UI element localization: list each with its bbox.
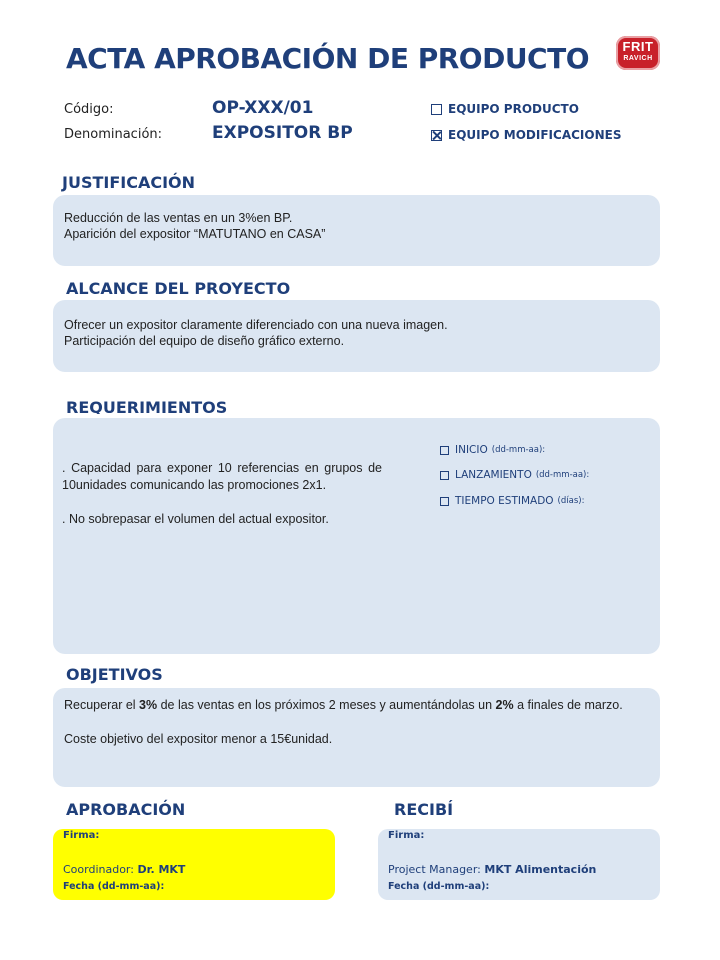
requerimiento-capacidad: . Capacidad para exponer 10 referencias en grupos de 10unidades comunicando las promociones 2x1. — [62, 461, 382, 492]
name-label: Denominación: — [64, 127, 163, 142]
aprobacion-heading: APROBACIÓN — [66, 800, 186, 819]
checkbox-icon — [431, 104, 442, 115]
objetivo-text: Recuperar el — [64, 698, 140, 712]
tiempo-estimado-checkbox[interactable] — [440, 495, 584, 507]
code-label: Código: — [64, 102, 114, 117]
requerimientos-panel — [53, 418, 660, 654]
recibi-fecha-label: Fecha (dd-mm-aa): — [388, 881, 490, 892]
objetivos-panel — [53, 688, 660, 787]
recibi-heading: RECIBÍ — [394, 800, 454, 819]
team-producto-label: EQUIPO PRODUCTO — [448, 102, 579, 116]
logo-line1: FRIT — [622, 39, 654, 54]
aprobacion-firma-label: Firma: — [63, 830, 100, 841]
lanzamiento-format: (dd-mm-aa): — [535, 470, 590, 480]
tiempo-estimado-label: TIEMPO ESTIMADO — [455, 495, 554, 507]
frit-ravich-logo — [616, 36, 660, 70]
aprobacion-role-value: Dr. MKT — [137, 863, 186, 876]
objetivo-pct-3: 3% — [139, 698, 158, 712]
justificacion-line: Aparición del expositor “MATUTANO en CASA” — [64, 227, 326, 241]
logo-line2: RAVICH — [623, 55, 653, 62]
objetivo-coste: Coste objetivo del expositor menor a 15€unidad. — [64, 732, 333, 746]
recibi-signature-box[interactable] — [378, 829, 660, 900]
page-title: ACTA APROBACIÓN DE PRODUCTO — [66, 42, 590, 75]
objetivo-text: de las ventas en los próximos 2 meses y aumentándolas un — [157, 698, 496, 712]
inicio-format: (dd-mm-aa): — [491, 445, 546, 455]
lanzamiento-label: LANZAMIENTO — [455, 469, 532, 481]
checkbox-icon — [440, 471, 449, 480]
lanzamiento-checkbox[interactable] — [440, 469, 589, 481]
justificacion-heading: JUSTIFICACIÓN — [62, 173, 196, 192]
recibi-firma-label: Firma: — [388, 830, 425, 841]
recibi-role — [388, 863, 596, 876]
requerimiento-volumen: . No sobrepasar el volumen del actual expositor. — [62, 512, 329, 526]
recibi-role-value: MKT Alimentación — [484, 863, 597, 876]
tiempo-estimado-format: (días): — [557, 496, 585, 506]
justificacion-panel — [53, 195, 660, 266]
team-modificaciones-label: EQUIPO MODIFICACIONES — [448, 128, 622, 142]
team-producto-checkbox[interactable] — [431, 102, 579, 116]
aprobacion-fecha-label: Fecha (dd-mm-aa): — [63, 881, 165, 892]
objetivo-ventas — [64, 697, 648, 713]
objetivos-heading: OBJETIVOS — [66, 665, 163, 684]
alcance-panel — [53, 300, 660, 372]
aprobacion-role-label: Coordinador: — [63, 863, 134, 876]
alcance-heading: ALCANCE DEL PROYECTO — [66, 279, 291, 298]
alcance-line: Ofrecer un expositor claramente diferenciado con una nueva imagen. — [64, 318, 448, 332]
objetivo-text: a finales de marzo. — [513, 698, 623, 712]
inicio-label: INICIO — [455, 444, 488, 456]
aprobacion-signature-box[interactable] — [53, 829, 335, 900]
aprobacion-role — [63, 863, 185, 876]
checked-checkbox-icon — [431, 130, 442, 141]
justificacion-line: Reducción de las ventas en un 3%en BP. — [64, 211, 293, 225]
code-value: OP-XXX/01 — [212, 98, 314, 118]
recibi-role-label: Project Manager: — [388, 863, 481, 876]
team-modificaciones-checkbox[interactable] — [431, 128, 621, 142]
name-value: EXPOSITOR BP — [212, 123, 353, 143]
inicio-checkbox[interactable] — [440, 444, 545, 456]
alcance-line: Participación del equipo de diseño gráfico externo. — [64, 334, 345, 348]
checkbox-icon — [440, 497, 449, 506]
requerimientos-heading: REQUERIMIENTOS — [66, 398, 228, 414]
objetivo-pct-2: 2% — [495, 698, 514, 712]
checkbox-icon — [440, 446, 449, 455]
